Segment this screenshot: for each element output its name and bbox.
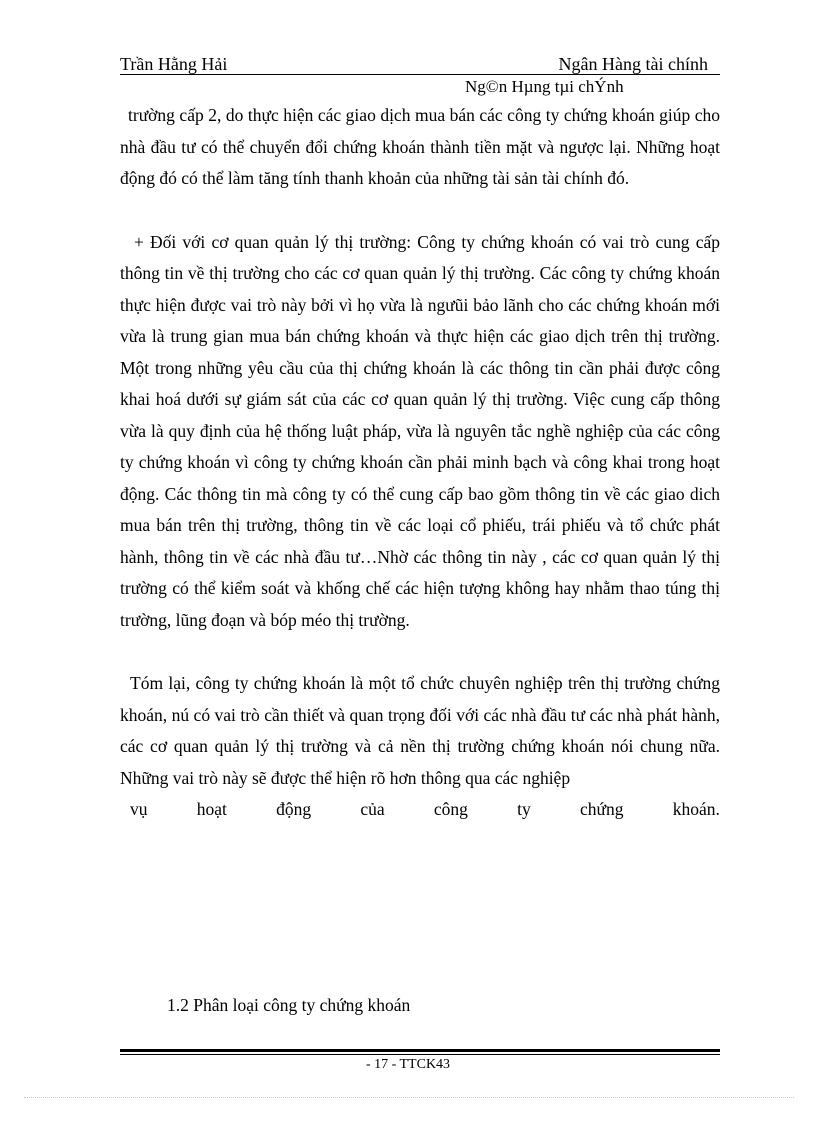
header-garbled-line: Ng©n Hµng tµi chÝnh: [465, 77, 624, 96]
last-line-word: công: [433, 799, 468, 819]
header-author: Trần Hằng Hải: [120, 54, 228, 74]
last-line-word: của: [360, 799, 385, 819]
last-line-word: khoán.: [672, 799, 720, 819]
header-title: Ngân Hàng tài chính: [558, 54, 708, 74]
paragraph-1: trường cấp 2, do thực hiện các giao dịch mua bán các công ty chứng khoán giúp cho nhà đầu tư có thể chuyển đổi chứng khoán thành tiền mặt và ngược lại. Những hoạt động đó có thể làm tăng tính thanh khoản của những tài sản tài chính đó.: [120, 105, 720, 188]
header-rule: [120, 74, 720, 75]
footer-rule-thick: [120, 1049, 720, 1052]
last-line-word: vụ: [130, 799, 148, 819]
page-footer: - 17 - TTCK43: [365, 1057, 451, 1072]
page-edge-dotted-line: [24, 1097, 794, 1098]
last-line-word: động: [276, 799, 312, 819]
footer-rule-thin: [120, 1054, 720, 1055]
last-line-word: hoạt: [196, 799, 227, 819]
last-line-word: ty: [517, 799, 531, 819]
last-line-word: chứng: [580, 799, 624, 819]
paragraph-3-text: Tóm lại, công ty chứng khoán là một tổ chức chuyên nghiệp trên thị trường chứng khoán, nú có vai trò cần thiết và quan trọng đối với các nhà đầu tư các nhà phát hành, các cơ quan quản lý thị trường và cả nền thị trường chứng khoán nói chung nữa. Những vai trò này sẽ được thể hiện rõ hơn thông qua các nghiệp: [120, 673, 720, 788]
paragraph-3: [120, 668, 720, 826]
paragraph-2: + Đối với cơ quan quản lý thị trường: Công ty chứng khoán có vai trò cung cấp thông tin về thị trường cho các cơ quan quản lý thị trường. Các công ty chứng khoán thực hiện được vai trò này bởi vì họ vừa là ngưũi bảo lãnh cho các chứng khoán mới vừa là trung gian mua bán chứng khoán và thực hiện các giao dịch trên thị trường. Một trong những yêu cầu của thị chứng khoán là các thông tin cần phải được công khai hoá dưới sự giám sát của các cơ quan quản lý thị trường. Việc cung cấp thông vừa là quy định của hệ thống luật pháp, vừa là nguyên tắc nghề nghiệp của các công ty chứng khoán vì công ty chứng khoán cần phải minh bạch và công khai trong hoạt động. Các thông tin mà công ty có thể cung cấp bao gồm thông tin về các giao dich mua bán trên thị trường, thông tin về các loại cổ phiếu, trái phiếu và tổ chức phát hành, thông tin về các nhà đầu tư…Nhờ các thông tin này , các cơ quan quản lý thị trường có thể kiểm soát và khống chế các hiện tượng không hay nhằm thao túng thị trường, lũng đoạn và bóp méo thị trường.: [120, 231, 720, 630]
body-text: [120, 100, 720, 826]
section-heading: 1.2 Phân loại công ty chứng khoán: [167, 995, 411, 1015]
paragraph-3-last-line: [120, 794, 720, 826]
page-header: [120, 52, 720, 76]
